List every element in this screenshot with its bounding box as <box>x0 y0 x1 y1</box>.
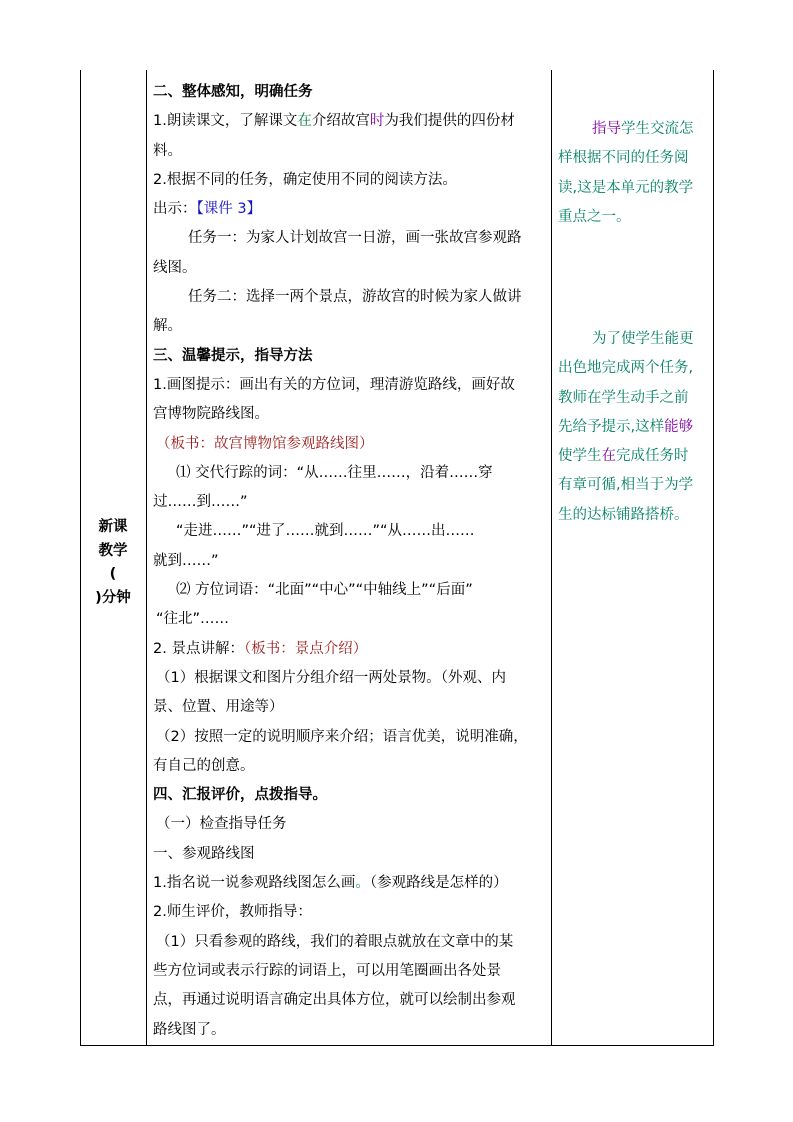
note-line: 样根据不同的任务阅 <box>558 150 689 167</box>
note-line <box>558 115 713 144</box>
task-2: 任务二：选择一两个景点，游故宫的时候为家人做讲 <box>188 289 522 306</box>
note-line: 教师在学生动手之前 <box>558 389 689 406</box>
paragraph-11: 一、参观路线图 <box>153 845 255 862</box>
section2-heading: 二、整体感知，明确任务 <box>153 84 313 100</box>
paragraph-2: 2.根据不同的任务，确定使用不同的阅读方法。 <box>153 171 457 188</box>
paragraph-3-cont: 宫博物院路线图。 <box>153 406 269 423</box>
paragraph-8: （1）根据课文和图片分组介绍一两处景物。（外观、内 <box>156 669 506 686</box>
text: 为我们提供的四份材 <box>384 113 515 130</box>
paragraph-14-cont: 点，再通过说明语言确定出具体方位，就可以绘制出参观 <box>153 992 516 1009</box>
paragraph-14-cont: 路线图了。 <box>153 1021 226 1038</box>
text: 学生交流怎 <box>621 121 694 137</box>
text: 先给予提示,这样 <box>558 418 665 435</box>
text: 完成任务时 <box>616 448 689 465</box>
task-1-cont: 线图。 <box>153 259 197 276</box>
label-line: 新课 <box>98 519 128 535</box>
design-note-1 <box>558 115 713 232</box>
paragraph-6-cont: “往北”…… <box>156 611 230 628</box>
column-divider-notes <box>551 70 552 1046</box>
highlight-text: 在 <box>297 113 312 130</box>
note-line: 重点之一。 <box>558 208 631 225</box>
text: 1.朗读课文，了解课文 <box>153 113 298 130</box>
note-line: 有章可循,相当于为学 <box>558 477 694 494</box>
highlight-text: 时 <box>369 113 385 130</box>
section4-heading: 四、汇报评价，点拨指导。 <box>153 787 327 804</box>
text: 介绍故宫 <box>311 113 370 130</box>
board-note-sights: （板书：景点介绍） <box>243 640 368 657</box>
paragraph-1 <box>146 107 550 136</box>
lesson-content <box>146 78 550 1045</box>
table-border-bottom <box>80 1045 714 1046</box>
table-border-right <box>713 70 714 1046</box>
paragraph-12 <box>146 869 550 898</box>
text: 出示： <box>153 201 197 218</box>
note-line <box>558 442 713 471</box>
paragraph-4-cont: 过……到……” <box>153 494 248 511</box>
paragraph-13: 2.师生评价，教师指导： <box>153 904 312 921</box>
task-2-cont: 解。 <box>153 318 182 335</box>
highlight-text: 指导 <box>592 121 621 137</box>
board-note-route: （板书：故宫博物馆参观路线图） <box>156 435 374 452</box>
text: （参观路线是怎样的） <box>369 875 508 892</box>
note-line: 生的达标铺路搭桥。 <box>558 506 689 523</box>
label-line: )分钟 <box>95 589 131 606</box>
paragraph-4: ⑴ 交代行踪的词：“从……往里……，沿着……穿 <box>176 464 493 481</box>
paragraph-6: ⑵ 方位词语：“北面”“中心”“中轴线上”“后面” <box>176 582 473 599</box>
paragraph-8-cont: 景、位置、用途等） <box>153 699 284 716</box>
section3-heading: 三、温馨提示，指导方法 <box>153 347 313 364</box>
highlight-text: 能够 <box>664 418 694 435</box>
paragraph-9-cont: 有自己的创意。 <box>153 757 255 774</box>
paragraph-10: （一）检查指导任务 <box>156 816 287 833</box>
text: 使学生 <box>558 448 602 465</box>
paragraph-14: （1）只看参观的路线，我们的着眼点就放在文章中的某 <box>156 933 514 950</box>
paragraph-5: “走进……”“进了……就到……”“从……出…… <box>176 523 475 540</box>
paragraph-1-cont: 料。 <box>153 142 182 159</box>
label-line: 教学 <box>98 542 128 559</box>
note-line <box>558 413 713 442</box>
row-label-new-lesson <box>80 516 146 610</box>
highlight-text: 在 <box>601 448 616 465</box>
paragraph-14-cont: 些方位词或表示行踪的词语上，可以用笔圈画出各处景 <box>153 962 501 979</box>
text: 1.指名说一说参观路线图怎么画 <box>153 875 356 892</box>
paragraph-3: 1.画图提示：画出有关的方位词，理清游览路线，画好故 <box>153 376 515 393</box>
highlight-text: 。 <box>355 875 370 892</box>
paragraph-9: （2）按照一定的说明顺序来介绍；语言优美，说明准确， <box>156 728 528 745</box>
text: 2. 景点讲解： <box>153 640 244 657</box>
show-courseware <box>146 195 550 224</box>
paragraph-7 <box>146 635 550 664</box>
courseware-label: 【课件 3】 <box>196 201 262 218</box>
note-line: 为了使学生能更 <box>592 331 694 347</box>
note-line: 出色地完成两个任务, <box>558 360 694 377</box>
label-line: ( <box>109 566 117 582</box>
note-line: 读,这是本单元的教学 <box>558 179 694 196</box>
paragraph-5-cont: 就到……” <box>153 552 219 569</box>
task-1: 任务一：为家人计划故宫一日游，画一张故宫参观路 <box>188 230 522 247</box>
design-note-2 <box>558 325 713 530</box>
